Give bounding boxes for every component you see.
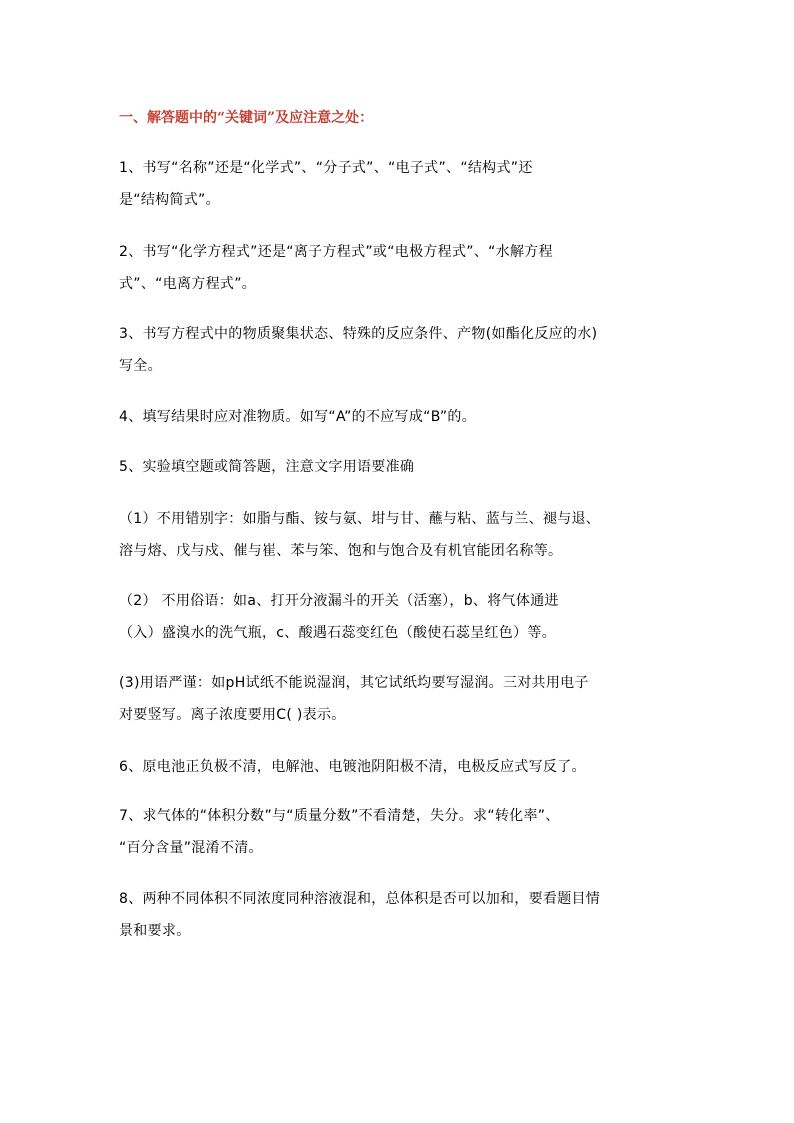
paragraph-8 [119, 883, 675, 947]
paragraph-line: 5、实验填空题或简答题，注意文字用语要准确 [119, 459, 415, 475]
paragraph-6 [119, 751, 675, 783]
paragraph-line: 写全。 [119, 358, 162, 374]
paragraph-7 [119, 800, 675, 864]
paragraph-5-2 [119, 585, 675, 649]
paragraph-line: （2） 不用俗语：如a、打开分液漏斗的开关（活塞），b、将气体通进 [119, 593, 559, 609]
paragraph-3 [119, 318, 675, 382]
paragraph-5 [119, 451, 675, 483]
paragraph-line: (3)用语严谨：如pH试纸不能说湿润，其它试纸均要写湿润。三对共用电子 [119, 675, 589, 691]
paragraph-line: 景和要求。 [119, 923, 191, 939]
document-page [119, 0, 675, 1123]
paragraph-line: 2、书写“化学方程式”还是“离子方程式”或“电极方程式”、“水解方程 [119, 244, 553, 260]
paragraph-1 [119, 152, 675, 216]
paragraph-line: “百分含量”混淆不清。 [119, 840, 263, 856]
section-heading: 一、解答题中的“关键词”及应注意之处： [119, 110, 374, 126]
paragraph-line: 6、原电池正负极不清，电解池、电镀池阴阳极不清，电极反应式写反了。 [119, 759, 586, 775]
paragraph-line: 式”、“电离方程式”。 [119, 276, 257, 292]
paragraph-line: （入）盛溴水的洗气瓶，c、酸遇石蕊变红色（酸使石蕊呈红色）等。 [119, 625, 556, 641]
paragraph-line: 对要竖写。离子浓度要用C( )表示。 [119, 707, 346, 723]
paragraph-5-3 [119, 667, 675, 731]
paragraph-line: 7、求气体的“体积分数”与“质量分数”不看清楚，失分。求“转化率”、 [119, 808, 560, 824]
paragraph-line: 1、书写“名称”还是“化学式”、“分子式”、“电子式”、“结构式”还 [119, 160, 533, 176]
paragraph-line: 是“结构简式”。 [119, 192, 220, 208]
paragraph-line: 4、填写结果时应对准物质。如写“A”的不应写成“B”的。 [119, 409, 477, 425]
paragraph-5-1 [119, 503, 675, 567]
paragraph-line: 溶与熔、戊与戍、催与崔、苯与笨、饱和与饱合及有机官能团名称等。 [119, 543, 563, 559]
paragraph-line: 8、两种不同体积不同浓度同种溶液混和，总体积是否可以加和，要看题目情 [119, 891, 601, 907]
paragraph-line: （1）不用错别字：如脂与酯、铵与氨、坩与甘、蘸与粘、蓝与兰、褪与退、 [119, 511, 601, 527]
paragraph-2 [119, 236, 675, 300]
paragraph-4 [119, 401, 675, 433]
paragraph-line: 3、书写方程式中的物质聚集状态、特殊的反应条件、产物(如酯化反应的水) [119, 326, 598, 342]
